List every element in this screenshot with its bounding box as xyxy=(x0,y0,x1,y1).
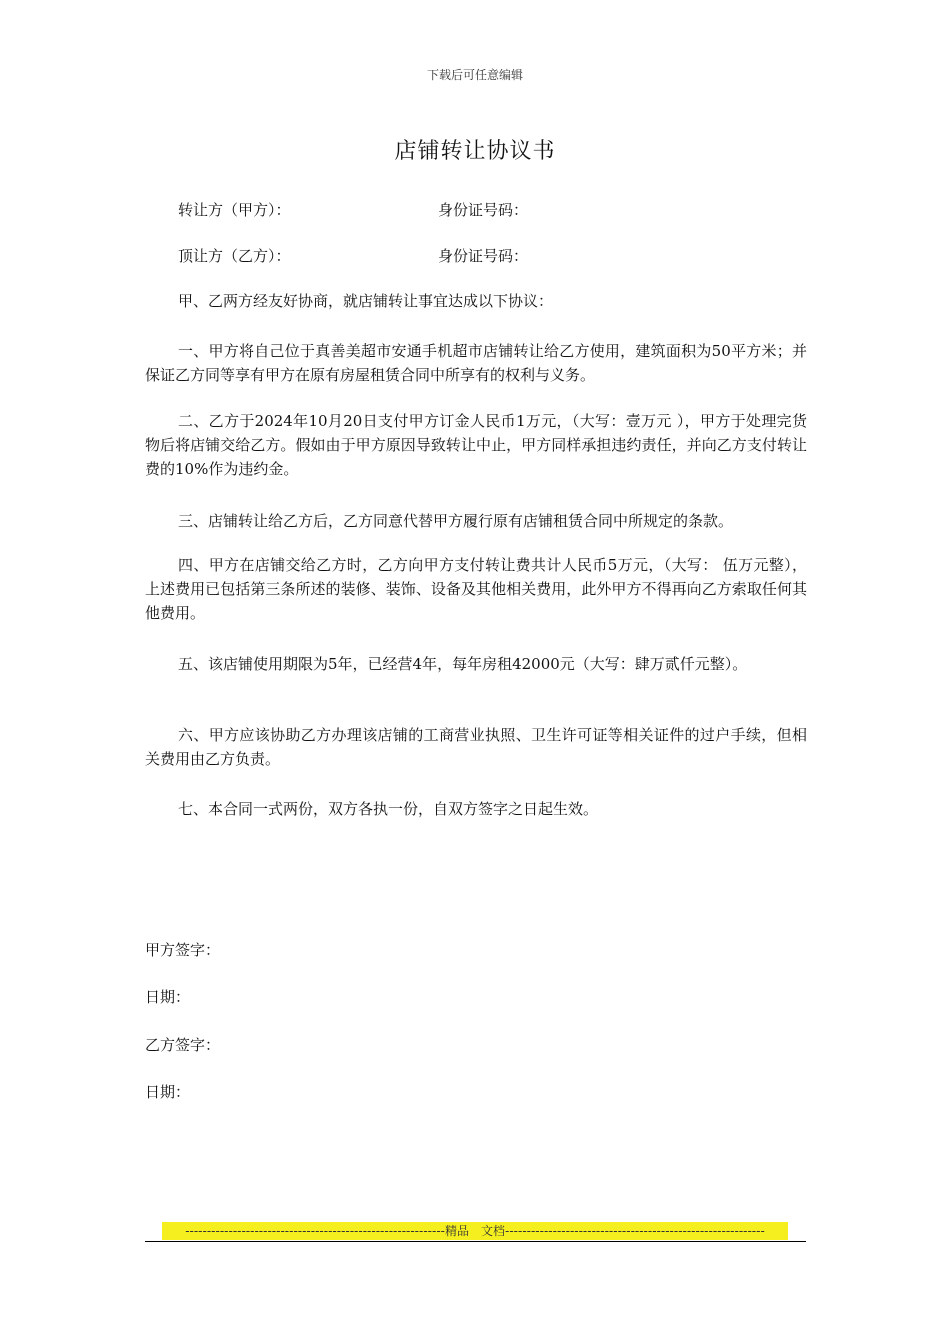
footer-divider xyxy=(145,1241,806,1242)
clause-7: 七、本合同一式两份，双方各执一份，自双方签字之日起生效。 xyxy=(178,800,599,818)
document-title: 店铺转让协议书 xyxy=(394,139,556,164)
intro-paragraph: 甲、乙两方经友好协商，就店铺转让事宜达成以下协议： xyxy=(178,292,554,310)
transferee-label: 顶让方（乙方）： xyxy=(178,247,291,265)
clause-1: 一、甲方将自己位于真善美超市安通手机超市店铺转让给乙方使用，建筑面积为50平方米；并保证乙方同等享有甲方在原有房屋租赁合同中所享有的权利与义务。 xyxy=(145,342,807,384)
clause-5: 五、该店铺使用期限为5年，已经营4年，每年房租42000元（大写：肆万贰仟元整）。 xyxy=(178,655,748,673)
transferor-id-label: 身份证号码： xyxy=(438,201,529,219)
transferee-id-label: 身份证号码： xyxy=(438,247,529,265)
party-b-signature-label: 乙方签字： xyxy=(145,1036,221,1054)
transferor-label: 转让方（甲方）： xyxy=(178,201,291,219)
transferor-line xyxy=(178,199,529,220)
clause-6: 六、甲方应该协助乙方办理该店铺的工商营业执照、卫生许可证等相关证件的过户手续，但相关费用由乙方负责。 xyxy=(145,726,807,768)
clause-4: 四、甲方在店铺交给乙方时，乙方向甲方支付转让费共计人民币5万元，（大写： 伍万元整），上述费用已包括第三条所述的装修、装饰、设备及其他相关费用，此外甲方不得再向乙方索取任何其他费用。 xyxy=(145,556,807,622)
party-b-date-label: 日期： xyxy=(145,1083,191,1101)
clause-2: 二、乙方于2024年10月20日支付甲方订金人民币1万元，（大写：壹万元 ），甲方于处理完货物后将店铺交给乙方。假如由于甲方原因导致转让中止，甲方同样承担违约责任，并向乙方支付转让费的10%作为违约金。 xyxy=(145,412,807,478)
transferee-line xyxy=(178,245,529,266)
header-note: 下载后可任意编辑 xyxy=(426,68,523,82)
party-a-date-label: 日期： xyxy=(145,988,191,1006)
footer-watermark-band: ------------------------------------------------------------精品 文档------------------------------------------------------------ xyxy=(162,1222,788,1240)
clause-3: 三、店铺转让给乙方后，乙方同意代替甲方履行原有店铺租赁合同中所规定的条款。 xyxy=(178,512,734,530)
party-a-signature-label: 甲方签字： xyxy=(145,941,221,959)
